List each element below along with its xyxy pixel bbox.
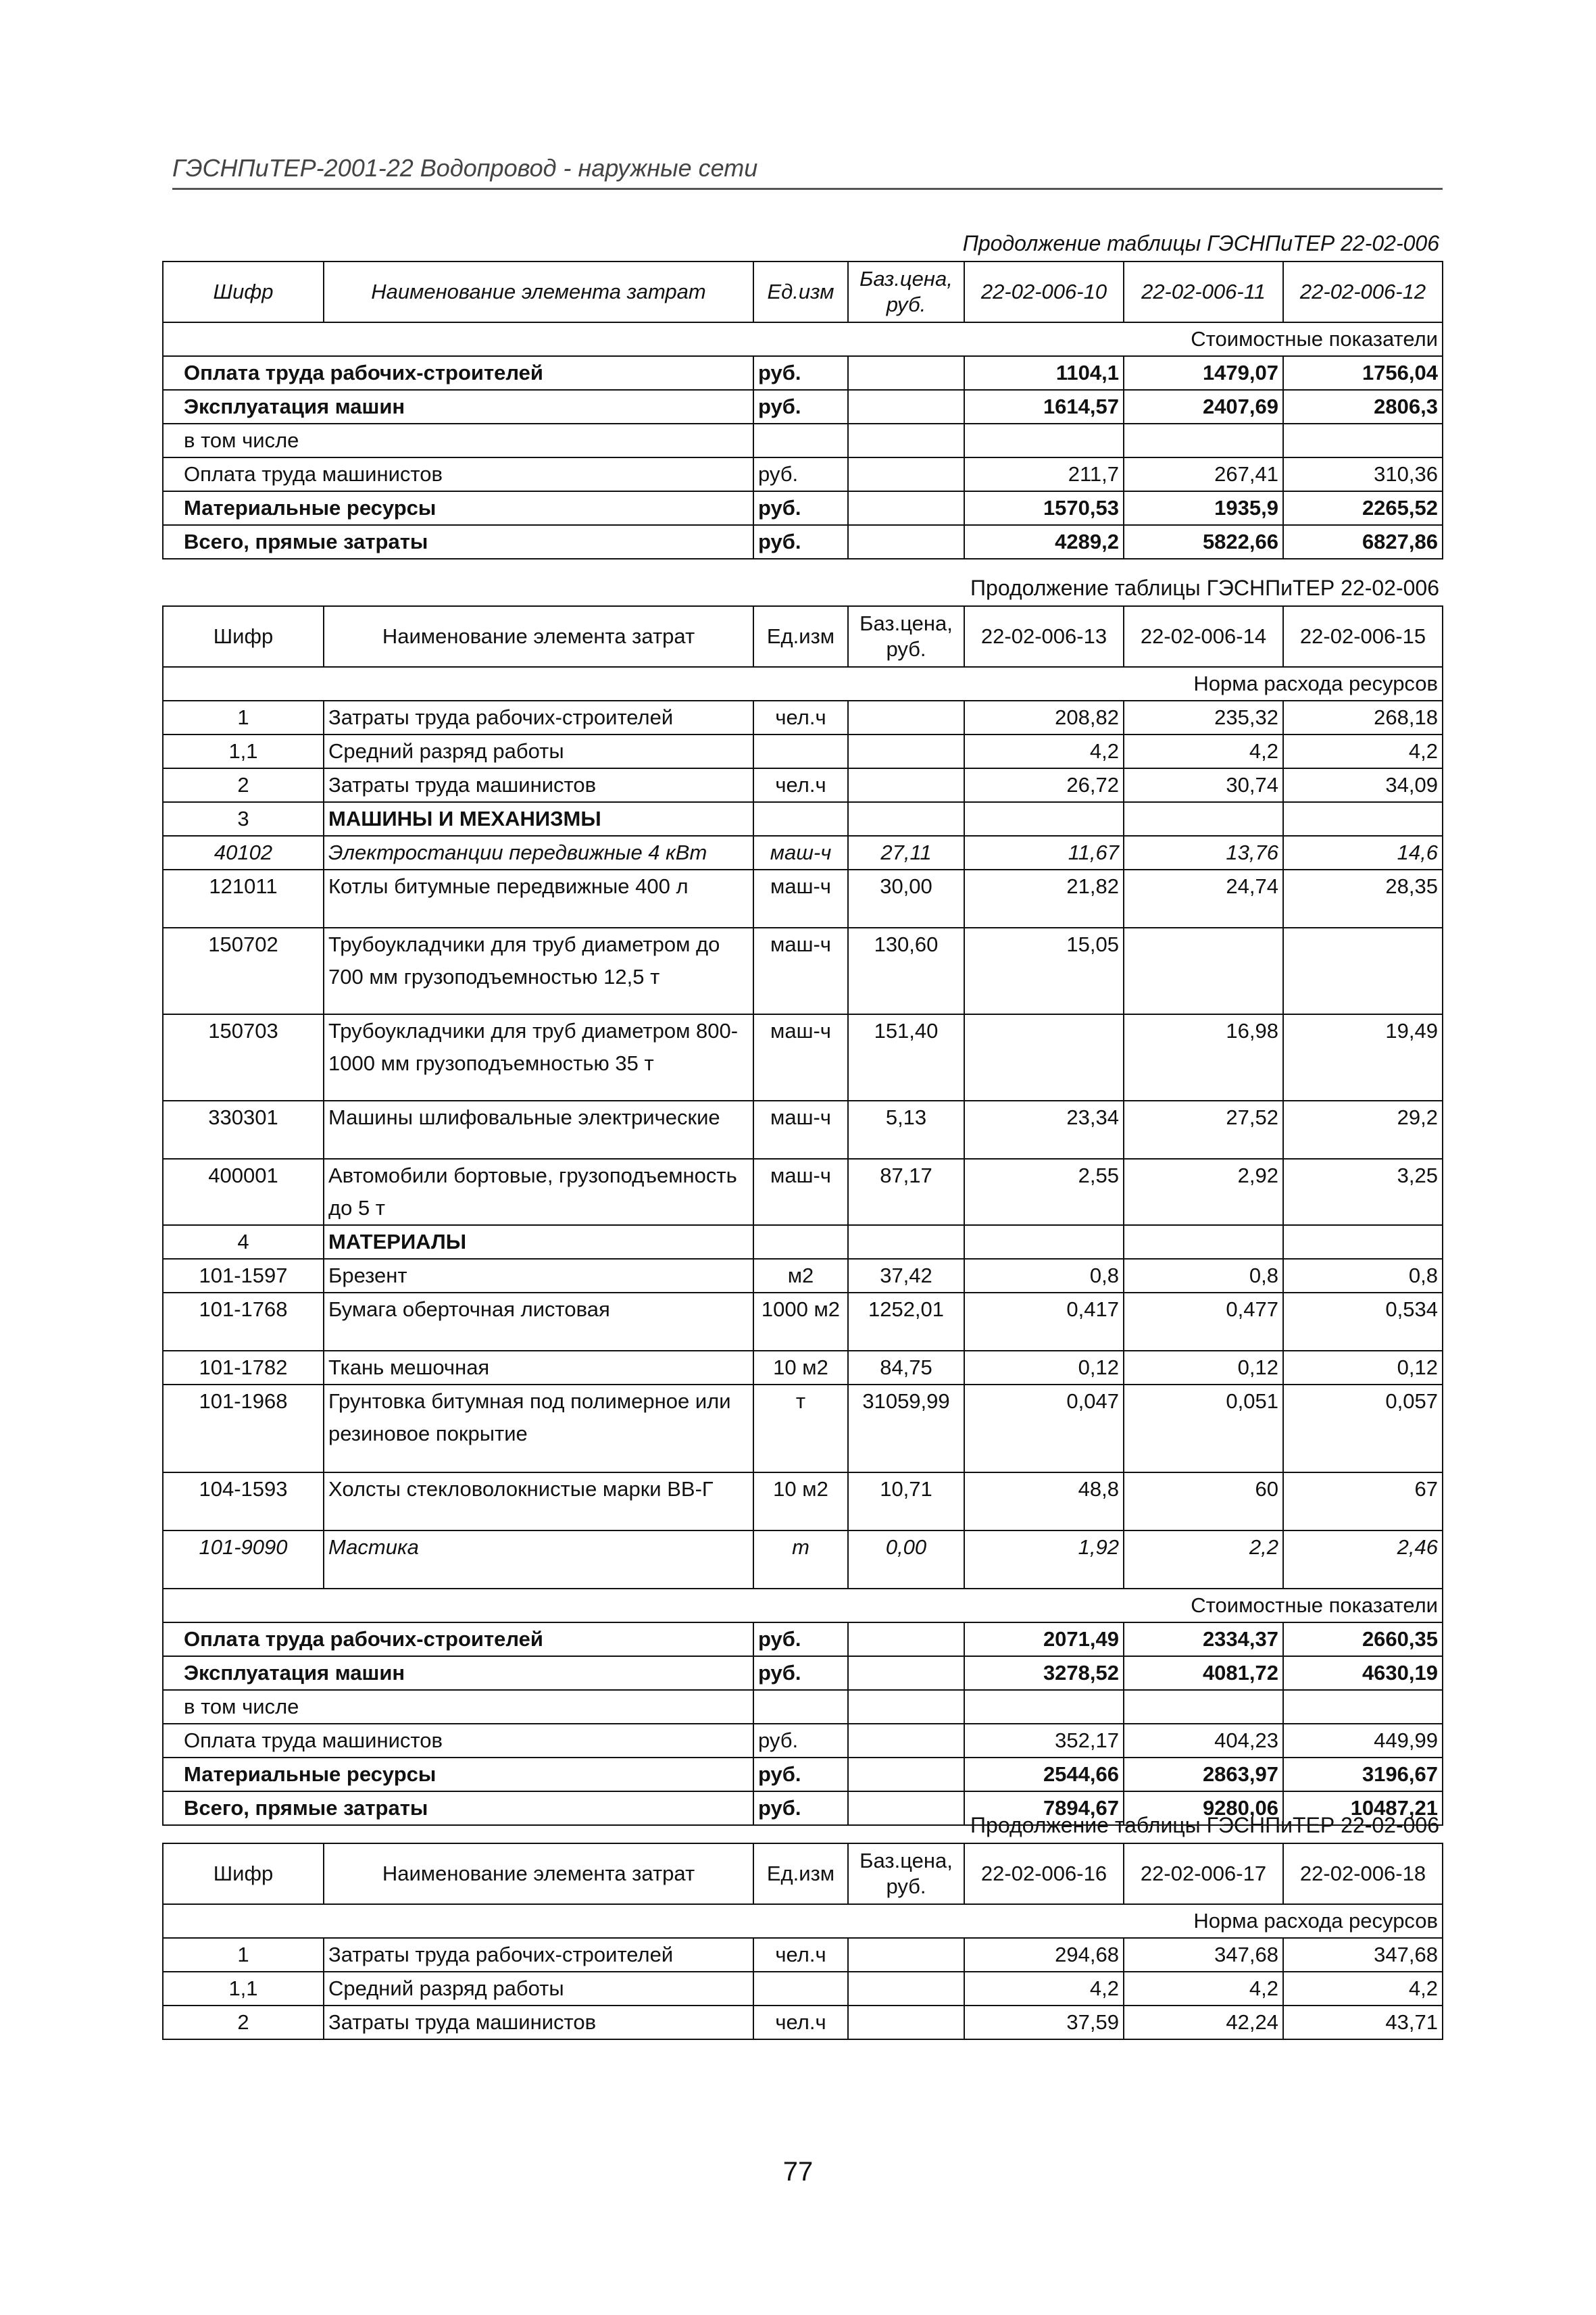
row-price: 0,00 bbox=[848, 1530, 964, 1589]
cost-name: Оплата труда машинистов bbox=[163, 1724, 753, 1758]
cost-row bbox=[163, 491, 1443, 525]
cost-value: 267,41 bbox=[1124, 457, 1283, 491]
row-code: 150702 bbox=[163, 928, 324, 1014]
section-row bbox=[163, 1904, 1443, 1938]
cost-price-empty bbox=[848, 525, 964, 559]
row-name: Трубоукладчики для труб диаметром до 700 мм грузоподъемностью 12,5 т bbox=[324, 928, 753, 1014]
row-code: 101-1782 bbox=[163, 1351, 324, 1385]
row-name: Ткань мешочная bbox=[324, 1351, 753, 1385]
col-name-header: Наименование элемента затрат bbox=[324, 262, 753, 322]
row-code: 150703 bbox=[163, 1014, 324, 1101]
col-code-header: Шифр bbox=[163, 606, 324, 667]
row-value: 0,8 bbox=[1124, 1259, 1283, 1293]
row-value: 208,82 bbox=[964, 701, 1124, 735]
cost-value bbox=[1283, 1690, 1443, 1724]
row-unit: 1000 м2 bbox=[753, 1293, 848, 1351]
cost-price-empty bbox=[848, 424, 964, 457]
section-label: Норма расхода ресурсов bbox=[163, 667, 1443, 701]
cost-value: 1104,1 bbox=[964, 356, 1124, 390]
row-value: 42,24 bbox=[1124, 2006, 1283, 2039]
cost-price-empty bbox=[848, 1656, 964, 1690]
empty-cell bbox=[848, 1225, 964, 1259]
cost-unit bbox=[753, 424, 848, 457]
table-row bbox=[163, 870, 1443, 928]
cost-price-empty bbox=[848, 1758, 964, 1791]
group-title: МАШИНЫ И МЕХАНИЗМЫ bbox=[324, 802, 753, 836]
col-code-17: 22-02-006-17 bbox=[1124, 1843, 1283, 1904]
col-code-13: 22-02-006-13 bbox=[964, 606, 1124, 667]
row-code: 101-1597 bbox=[163, 1259, 324, 1293]
row-value: 0,477 bbox=[1124, 1293, 1283, 1351]
row-value: 19,49 bbox=[1283, 1014, 1443, 1101]
cost-value: 310,36 bbox=[1283, 457, 1443, 491]
cost-unit: руб. bbox=[753, 1758, 848, 1791]
section-label: Стоимостные показатели bbox=[163, 322, 1443, 356]
row-unit: маш-ч bbox=[753, 1101, 848, 1159]
cost-row bbox=[163, 1758, 1443, 1791]
group-heading-row bbox=[163, 1225, 1443, 1259]
table-row bbox=[163, 1014, 1443, 1101]
row-value: 21,82 bbox=[964, 870, 1124, 928]
row-code: 330301 bbox=[163, 1101, 324, 1159]
row-price bbox=[848, 2006, 964, 2039]
row-code: 1,1 bbox=[163, 735, 324, 768]
row-code: 1 bbox=[163, 701, 324, 735]
table-row bbox=[163, 768, 1443, 802]
page-number: 77 bbox=[782, 2157, 814, 2187]
empty-cell bbox=[964, 802, 1124, 836]
cost-unit: руб. bbox=[753, 1791, 848, 1825]
cost-name: Оплата труда рабочих-строителей bbox=[163, 356, 753, 390]
empty-cell bbox=[753, 802, 848, 836]
row-value: 4,2 bbox=[964, 735, 1124, 768]
row-name: Средний разряд работы bbox=[324, 735, 753, 768]
cost-row bbox=[163, 457, 1443, 491]
section-label: Стоимостные показатели bbox=[163, 1589, 1443, 1622]
row-value: 0,12 bbox=[1283, 1351, 1443, 1385]
cost-price-empty bbox=[848, 1622, 964, 1656]
cost-value: 4289,2 bbox=[964, 525, 1124, 559]
col-name-header: Наименование элемента затрат bbox=[324, 606, 753, 667]
row-value: 0,057 bbox=[1283, 1385, 1443, 1472]
cost-unit: руб. bbox=[753, 1724, 848, 1758]
cost-price-empty bbox=[848, 1690, 964, 1724]
row-code: 104-1593 bbox=[163, 1472, 324, 1530]
row-code: 1,1 bbox=[163, 1972, 324, 2006]
row-name: Холсты стекловолокнистые марки ВВ-Г bbox=[324, 1472, 753, 1530]
table-row bbox=[163, 701, 1443, 735]
table-row bbox=[163, 1293, 1443, 1351]
row-value: 28,35 bbox=[1283, 870, 1443, 928]
row-code: 2 bbox=[163, 2006, 324, 2039]
cost-row bbox=[163, 1622, 1443, 1656]
row-value: 0,12 bbox=[1124, 1351, 1283, 1385]
row-unit: м2 bbox=[753, 1259, 848, 1293]
cost-name: Материальные ресурсы bbox=[163, 1758, 753, 1791]
cost-value: 9280,06 bbox=[1124, 1791, 1283, 1825]
table-row bbox=[163, 1259, 1443, 1293]
row-value: 2,2 bbox=[1124, 1530, 1283, 1589]
row-unit: чел.ч bbox=[753, 2006, 848, 2039]
row-value: 4,2 bbox=[964, 1972, 1124, 2006]
row-unit: маш-ч bbox=[753, 870, 848, 928]
row-value: 4,2 bbox=[1283, 735, 1443, 768]
row-unit: маш-ч bbox=[753, 836, 848, 870]
row-price: 31059,99 bbox=[848, 1385, 964, 1472]
row-unit: чел.ч bbox=[753, 1938, 848, 1972]
table-row bbox=[163, 1385, 1443, 1472]
cost-value: 211,7 bbox=[964, 457, 1124, 491]
row-value: 1,92 bbox=[964, 1530, 1124, 1589]
empty-cell bbox=[848, 802, 964, 836]
running-header: ГЭСНПиТЕР-2001-22 Водопровод - наружные сети bbox=[172, 154, 1443, 190]
row-price: 87,17 bbox=[848, 1159, 964, 1225]
row-name: Машины шлифовальные электрические bbox=[324, 1101, 753, 1159]
row-value: 2,55 bbox=[964, 1159, 1124, 1225]
row-name: Затраты труда машинистов bbox=[324, 2006, 753, 2039]
empty-cell bbox=[1124, 802, 1283, 836]
cost-value: 2660,35 bbox=[1283, 1622, 1443, 1656]
cost-unit: руб. bbox=[753, 1656, 848, 1690]
cost-value: 1570,53 bbox=[964, 491, 1124, 525]
cost-value: 404,23 bbox=[1124, 1724, 1283, 1758]
col-code-12: 22-02-006-12 bbox=[1283, 262, 1443, 322]
row-value: 48,8 bbox=[964, 1472, 1124, 1530]
row-value: 27,52 bbox=[1124, 1101, 1283, 1159]
row-price bbox=[848, 768, 964, 802]
row-price: 27,11 bbox=[848, 836, 964, 870]
row-value: 26,72 bbox=[964, 768, 1124, 802]
row-code: 1 bbox=[163, 1938, 324, 1972]
row-unit: т bbox=[753, 1530, 848, 1589]
table-row bbox=[163, 1530, 1443, 1589]
col-name-header: Наименование элемента затрат bbox=[324, 1843, 753, 1904]
row-name: Грунтовка битумная под полимерное или резиновое покрытие bbox=[324, 1385, 753, 1472]
row-name: Средний разряд работы bbox=[324, 1972, 753, 2006]
row-value: 0,12 bbox=[964, 1351, 1124, 1385]
row-unit: маш-ч bbox=[753, 928, 848, 1014]
cost-value: 2544,66 bbox=[964, 1758, 1124, 1791]
row-value: 4,2 bbox=[1124, 735, 1283, 768]
cost-price-empty bbox=[848, 457, 964, 491]
cost-value: 449,99 bbox=[1283, 1724, 1443, 1758]
table2 bbox=[162, 605, 1443, 1826]
row-value: 29,2 bbox=[1283, 1101, 1443, 1159]
row-name: Котлы битумные передвижные 400 л bbox=[324, 870, 753, 928]
row-value: 43,71 bbox=[1283, 2006, 1443, 2039]
row-value: 0,8 bbox=[964, 1259, 1124, 1293]
cost-value: 4081,72 bbox=[1124, 1656, 1283, 1690]
col-price-header: Баз.цена, руб. bbox=[848, 606, 964, 667]
row-value: 30,74 bbox=[1124, 768, 1283, 802]
row-value: 0,534 bbox=[1283, 1293, 1443, 1351]
row-value: 13,76 bbox=[1124, 836, 1283, 870]
row-value: 0,047 bbox=[964, 1385, 1124, 1472]
cost-unit: руб. bbox=[753, 491, 848, 525]
cost-name: Оплата труда рабочих-строителей bbox=[163, 1622, 753, 1656]
row-price: 10,71 bbox=[848, 1472, 964, 1530]
row-value: 347,68 bbox=[1124, 1938, 1283, 1972]
cost-value bbox=[1124, 424, 1283, 457]
row-code: 40102 bbox=[163, 836, 324, 870]
cost-value: 10487,21 bbox=[1283, 1791, 1443, 1825]
cost-row bbox=[163, 1656, 1443, 1690]
cost-unit: руб. bbox=[753, 356, 848, 390]
cost-value: 2407,69 bbox=[1124, 390, 1283, 424]
cost-value: 2071,49 bbox=[964, 1622, 1124, 1656]
row-value: 37,59 bbox=[964, 2006, 1124, 2039]
cost-value: 2265,52 bbox=[1283, 491, 1443, 525]
table-row bbox=[163, 1159, 1443, 1225]
cost-name: Оплата труда машинистов bbox=[163, 457, 753, 491]
table3-caption: Продолжение таблицы ГЭСНПиТЕР 22-02-006 bbox=[970, 1813, 1439, 1837]
section-row bbox=[163, 1589, 1443, 1622]
table-row bbox=[163, 928, 1443, 1014]
row-name: Брезент bbox=[324, 1259, 753, 1293]
row-value: 67 bbox=[1283, 1472, 1443, 1530]
row-unit: чел.ч bbox=[753, 768, 848, 802]
col-price-header: Баз.цена, руб. bbox=[848, 262, 964, 322]
table-row bbox=[163, 1972, 1443, 2006]
cost-name: в том числе bbox=[163, 1690, 753, 1724]
empty-cell bbox=[753, 1225, 848, 1259]
cost-value: 1614,57 bbox=[964, 390, 1124, 424]
cost-name: Эксплуатация машин bbox=[163, 1656, 753, 1690]
col-code-18: 22-02-006-18 bbox=[1283, 1843, 1443, 1904]
row-price: 5,13 bbox=[848, 1101, 964, 1159]
row-value: 24,74 bbox=[1124, 870, 1283, 928]
row-value: 60 bbox=[1124, 1472, 1283, 1530]
cost-value: 4630,19 bbox=[1283, 1656, 1443, 1690]
row-value: 2,46 bbox=[1283, 1530, 1443, 1589]
col-code-header: Шифр bbox=[163, 1843, 324, 1904]
row-name: Мастика bbox=[324, 1530, 753, 1589]
row-name: Затраты труда рабочих-строителей bbox=[324, 701, 753, 735]
col-unit-header: Ед.изм bbox=[753, 262, 848, 322]
row-code: 101-1968 bbox=[163, 1385, 324, 1472]
col-unit-header: Ед.изм bbox=[753, 606, 848, 667]
table3 bbox=[162, 1843, 1443, 2040]
group-code: 3 bbox=[163, 802, 324, 836]
row-value: 268,18 bbox=[1283, 701, 1443, 735]
row-unit: 10 м2 bbox=[753, 1472, 848, 1530]
row-value: 15,05 bbox=[964, 928, 1124, 1014]
cost-unit: руб. bbox=[753, 457, 848, 491]
row-name: Трубоукладчики для труб диаметром 800-1000 мм грузоподъемностью 35 т bbox=[324, 1014, 753, 1101]
table2-caption: Продолжение таблицы ГЭСНПиТЕР 22-02-006 bbox=[970, 576, 1439, 600]
row-value: 2,92 bbox=[1124, 1159, 1283, 1225]
group-heading-row bbox=[163, 802, 1443, 836]
row-value bbox=[1124, 928, 1283, 1014]
cost-value: 6827,86 bbox=[1283, 525, 1443, 559]
row-price: 84,75 bbox=[848, 1351, 964, 1385]
row-name: Затраты труда рабочих-строителей bbox=[324, 1938, 753, 1972]
cost-value: 352,17 bbox=[964, 1724, 1124, 1758]
row-name: Затраты труда машинистов bbox=[324, 768, 753, 802]
group-title: МАТЕРИАЛЫ bbox=[324, 1225, 753, 1259]
table-row bbox=[163, 1938, 1443, 1972]
table-row bbox=[163, 1101, 1443, 1159]
row-value: 4,2 bbox=[1124, 1972, 1283, 2006]
row-value: 3,25 bbox=[1283, 1159, 1443, 1225]
row-value bbox=[1283, 928, 1443, 1014]
empty-cell bbox=[1124, 1225, 1283, 1259]
col-unit-header: Ед.изм bbox=[753, 1843, 848, 1904]
row-price bbox=[848, 701, 964, 735]
row-value: 0,051 bbox=[1124, 1385, 1283, 1472]
row-price: 151,40 bbox=[848, 1014, 964, 1101]
cost-value bbox=[1283, 424, 1443, 457]
row-value: 23,34 bbox=[964, 1101, 1124, 1159]
row-code: 101-1768 bbox=[163, 1293, 324, 1351]
cost-unit bbox=[753, 1690, 848, 1724]
cost-name: Материальные ресурсы bbox=[163, 491, 753, 525]
row-value: 235,32 bbox=[1124, 701, 1283, 735]
row-unit bbox=[753, 735, 848, 768]
table1 bbox=[162, 261, 1443, 559]
col-code-16: 22-02-006-16 bbox=[964, 1843, 1124, 1904]
row-unit bbox=[753, 1972, 848, 2006]
row-price: 37,42 bbox=[848, 1259, 964, 1293]
cost-name: в том числе bbox=[163, 424, 753, 457]
row-code: 400001 bbox=[163, 1159, 324, 1225]
cost-row bbox=[163, 390, 1443, 424]
row-unit: маш-ч bbox=[753, 1014, 848, 1101]
cost-unit: руб. bbox=[753, 525, 848, 559]
row-code: 2 bbox=[163, 768, 324, 802]
cost-unit: руб. bbox=[753, 390, 848, 424]
empty-cell bbox=[1283, 802, 1443, 836]
row-code: 121011 bbox=[163, 870, 324, 928]
row-value: 294,68 bbox=[964, 1938, 1124, 1972]
row-value: 11,67 bbox=[964, 836, 1124, 870]
row-value: 347,68 bbox=[1283, 1938, 1443, 1972]
cost-price-empty bbox=[848, 356, 964, 390]
row-value: 4,2 bbox=[1283, 1972, 1443, 2006]
cost-value: 2334,37 bbox=[1124, 1622, 1283, 1656]
cost-name: Эксплуатация машин bbox=[163, 390, 753, 424]
table-row bbox=[163, 836, 1443, 870]
cost-name: Всего, прямые затраты bbox=[163, 525, 753, 559]
col-code-14: 22-02-006-14 bbox=[1124, 606, 1283, 667]
table-row bbox=[163, 1472, 1443, 1530]
group-code: 4 bbox=[163, 1225, 324, 1259]
col-code-11: 22-02-006-11 bbox=[1124, 262, 1283, 322]
row-price: 1252,01 bbox=[848, 1293, 964, 1351]
cost-price-empty bbox=[848, 491, 964, 525]
row-price: 30,00 bbox=[848, 870, 964, 928]
row-price bbox=[848, 735, 964, 768]
row-price bbox=[848, 1938, 964, 1972]
cost-value: 1479,07 bbox=[1124, 356, 1283, 390]
row-code: 101-9090 bbox=[163, 1530, 324, 1589]
row-unit: т bbox=[753, 1385, 848, 1472]
table-row bbox=[163, 1351, 1443, 1385]
cost-value: 2806,3 bbox=[1283, 390, 1443, 424]
section-label: Норма расхода ресурсов bbox=[163, 1904, 1443, 1938]
cost-value: 3278,52 bbox=[964, 1656, 1124, 1690]
col-code-15: 22-02-006-15 bbox=[1283, 606, 1443, 667]
row-value: 0,417 bbox=[964, 1293, 1124, 1351]
cost-value: 1756,04 bbox=[1283, 356, 1443, 390]
cost-row bbox=[163, 1690, 1443, 1724]
row-value: 14,6 bbox=[1283, 836, 1443, 870]
cost-row bbox=[163, 1724, 1443, 1758]
row-unit: чел.ч bbox=[753, 701, 848, 735]
row-unit: 10 м2 bbox=[753, 1351, 848, 1385]
cost-value bbox=[964, 1690, 1124, 1724]
row-price bbox=[848, 1972, 964, 2006]
row-value bbox=[964, 1014, 1124, 1101]
cost-value: 2863,97 bbox=[1124, 1758, 1283, 1791]
row-name: Бумага оберточная листовая bbox=[324, 1293, 753, 1351]
row-value: 0,8 bbox=[1283, 1259, 1443, 1293]
table1-caption: Продолжение таблицы ГЭСНПиТЕР 22-02-006 bbox=[962, 231, 1439, 255]
cost-row bbox=[163, 356, 1443, 390]
cost-value: 3196,67 bbox=[1283, 1758, 1443, 1791]
cost-value bbox=[964, 424, 1124, 457]
empty-cell bbox=[964, 1225, 1124, 1259]
row-value: 34,09 bbox=[1283, 768, 1443, 802]
cost-value: 7894,67 bbox=[964, 1791, 1124, 1825]
table-row bbox=[163, 2006, 1443, 2039]
col-code-10: 22-02-006-10 bbox=[964, 262, 1124, 322]
row-unit: маш-ч bbox=[753, 1159, 848, 1225]
row-name: Электростанции передвижные 4 кВт bbox=[324, 836, 753, 870]
section-row bbox=[163, 322, 1443, 356]
cost-value bbox=[1124, 1690, 1283, 1724]
cost-price-empty bbox=[848, 1724, 964, 1758]
cost-value: 5822,66 bbox=[1124, 525, 1283, 559]
col-code-header: Шифр bbox=[163, 262, 324, 322]
cost-row bbox=[163, 424, 1443, 457]
row-value: 16,98 bbox=[1124, 1014, 1283, 1101]
cost-price-empty bbox=[848, 390, 964, 424]
cost-name: Всего, прямые затраты bbox=[163, 1791, 753, 1825]
col-price-header: Баз.цена, руб. bbox=[848, 1843, 964, 1904]
section-row bbox=[163, 667, 1443, 701]
cost-unit: руб. bbox=[753, 1622, 848, 1656]
empty-cell bbox=[1283, 1225, 1443, 1259]
cost-value: 1935,9 bbox=[1124, 491, 1283, 525]
cost-row bbox=[163, 525, 1443, 559]
table-row bbox=[163, 735, 1443, 768]
row-name: Автомобили бортовые, грузоподъемность до 5 т bbox=[324, 1159, 753, 1225]
row-price: 130,60 bbox=[848, 928, 964, 1014]
